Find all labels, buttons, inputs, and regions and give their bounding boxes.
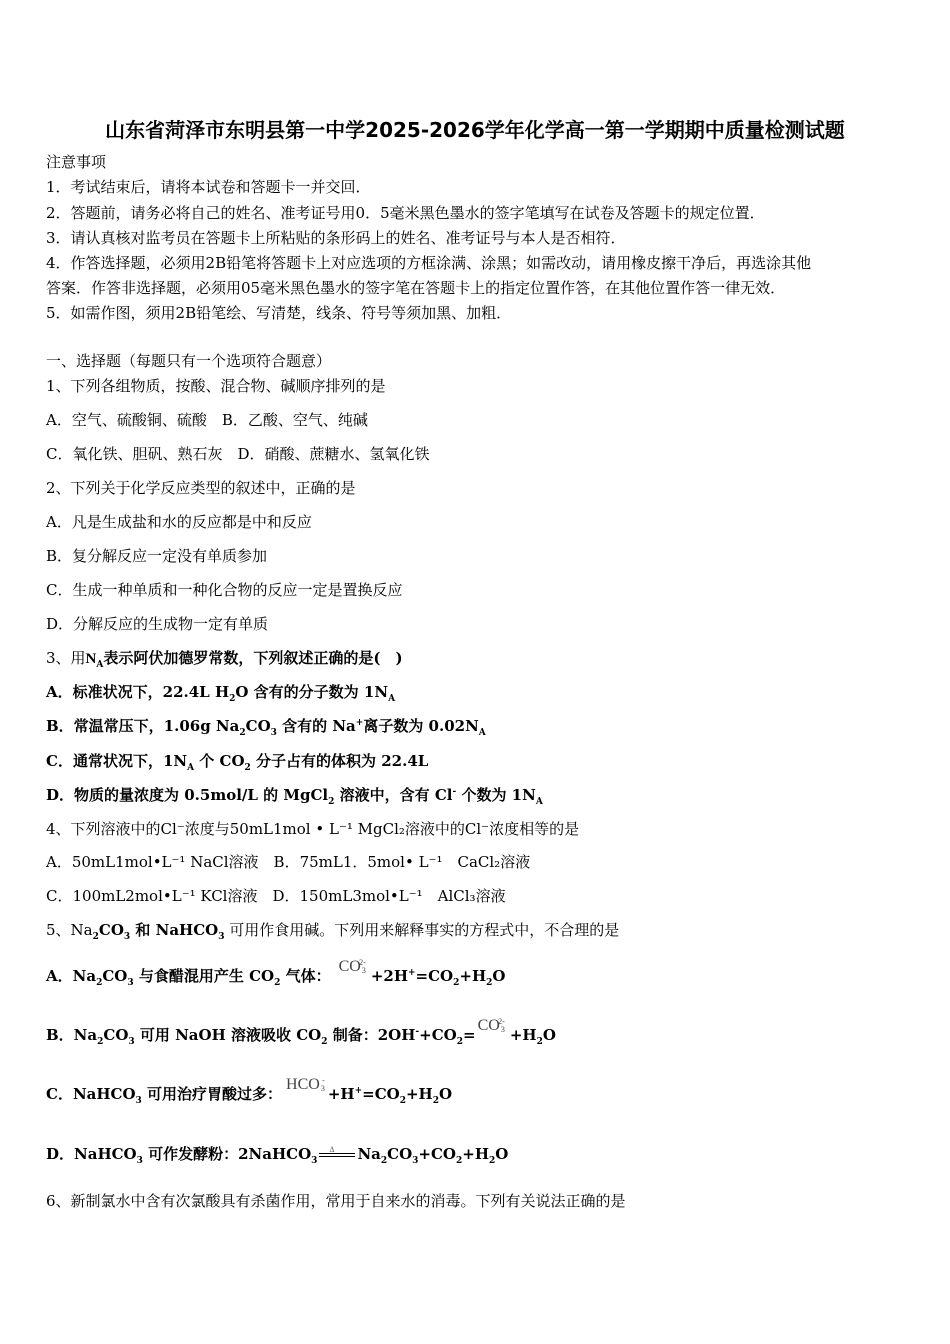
notice-item: 1．考试结束后，请将本试卷和答题卡一并交回． <box>46 178 371 196</box>
heat-condition-sign: Δ <box>319 1153 355 1157</box>
question-option: A．标准状况下，22.4L $H_2O$ 含有的分子数为 $1N_A$ <box>46 683 396 704</box>
notice-heading: 注意事项 <box>46 153 107 171</box>
question-stem: 2、下列关于化学反应类型的叙述中，正确的是 <box>46 479 356 497</box>
question-stem: 6、新制氯水中含有次氯酸具有杀菌作用，常用于自来水的消毒。下列有关说法正确的是 <box>46 1192 626 1210</box>
notice-item: 5．如需作图，须用2B铅笔绘、写清楚，线条、符号等须加黑、加粗． <box>46 304 512 322</box>
bicarbonate-ion-formula: HCO - 3 <box>286 1076 325 1093</box>
question-option: B．常温常压下，1.06g $Na_2CO_3$ 含有的 Na+离子数为 $0.02N_A$ <box>46 717 486 738</box>
question-option: D．NaHCO$_3$ 可作发酵粉：2NaHCO$_3$ Δ $Na_2CO_3+CO_2+H_2O$ <box>46 1145 509 1166</box>
question-option: C．生成一种单质和一种化合物的反应一定是置换反应 <box>46 581 403 599</box>
question-options: C．氧化铁、胆矾、熟石灰 D．硝酸、蔗糖水、氢氧化铁 <box>46 445 430 463</box>
question-options: C．100mL2mol•L⁻¹ KCl溶液 D．150mL3mol•L⁻¹ AlCl₃溶液 <box>46 887 506 905</box>
carbonate-ion-formula: CO 2- 3 <box>477 1017 505 1034</box>
question-stem: 3、用$N_A$表示阿伏加德罗常数，下列叙述正确的是( ) <box>46 649 403 670</box>
notice-item: 3．请认真核对监考员在答题卡上所粘贴的条形码上的姓名、准考证号与本人是否相符． <box>46 229 626 247</box>
question-stem: 1、下列各组物质，按酸、混合物、碱顺序排列的是 <box>46 377 386 395</box>
question-stem: 4、下列溶液中的Cl⁻浓度与50mL1mol • L⁻¹ MgCl₂溶液中的Cl⁻浓度相等的是 <box>46 820 580 838</box>
question-option: B．复分解反应一定没有单质参加 <box>46 547 268 565</box>
notice-item: 4．作答选择题，必须用2B铅笔将答题卡上对应选项的方框涂满、涂黑；如需改动，请用橡皮擦干净后，再选涂其他 <box>46 254 812 272</box>
page-title: 山东省菏泽市东明县第一中学2025-2026学年化学高一第一学期期中质量检测试题 <box>105 118 845 142</box>
section-heading: 一、选择题（每题只有一个选项符合题意） <box>46 352 332 370</box>
question-options: A．空气、硫酸铜、硫酸 B．乙酸、空气、纯碱 <box>46 411 368 429</box>
question-option: D．物质的量浓度为 0.5mol/L 的 MgCl$_2$ 溶液中，含有 Cl- 个数为 $1N_A$ <box>46 786 543 807</box>
question-stem: 5、$Na_2CO_3$ 和 NaHCO$_3$ 可用作食用碱。下列用来解释事实的方程式中，不合理的是 <box>46 921 620 942</box>
question-option: A．$Na_2CO_3$ 与食醋混用产生 $CO_2$ 气体：CO 2- 3 $+2H^+=CO_2+H_2O$ <box>46 958 506 988</box>
question-options: A．50mL1mol•L⁻¹ NaCl溶液 B．75mL1．5mol• L⁻¹ CaCl₂溶液 <box>46 853 531 871</box>
question-option: A．凡是生成盐和水的反应都是中和反应 <box>46 513 312 531</box>
question-option: B．$Na_2CO_3$ 可用 NaOH 溶液吸收 $CO_2$ 制备：$2OH^-+CO_2=CO$ 2- 3 $+H_2O$ <box>46 1017 556 1047</box>
question-option: C．通常状况下，$1N_A$ 个 $CO_2$ 分子占有的体积为 22.4L <box>46 752 429 773</box>
question-option: D．分解反应的生成物一定有单质 <box>46 615 269 633</box>
carbonate-ion-formula: CO 2- 3 <box>338 958 366 975</box>
notice-item: 2．答题前，请务必将自己的姓名、准考证号用0．5毫米黑色墨水的签字笔填写在试卷及答题卡的规定位置． <box>46 204 765 222</box>
question-option: C．NaHCO$_3$ 可用治疗胃酸过多：HCO - 3 $+H^+=CO_2+H_2O$ <box>46 1076 453 1106</box>
notice-item: 答案．作答非选择题，必须用05毫米黑色墨水的签字笔在答题卡上的指定位置作答，在其他位置作答一律无效． <box>46 279 786 297</box>
